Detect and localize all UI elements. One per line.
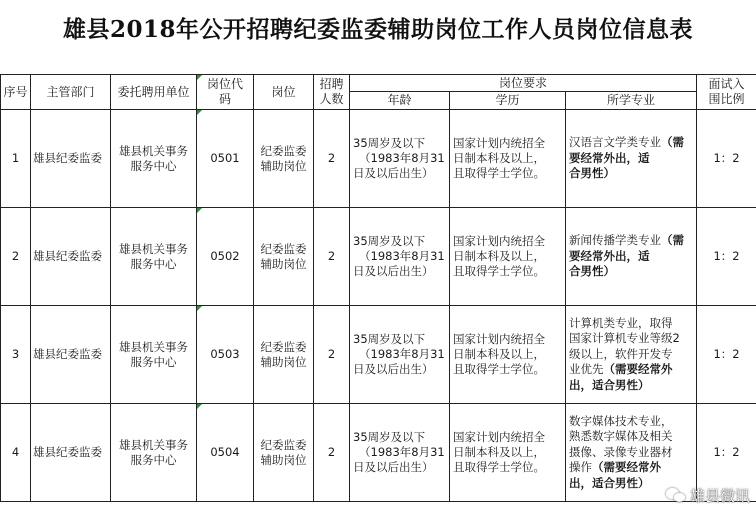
header-requirements: 岗位要求 bbox=[350, 75, 697, 92]
cell-dept: 雄县纪委监委 bbox=[31, 110, 111, 208]
cell-marker bbox=[197, 306, 202, 311]
major-line: 摄像、录像专业器材 bbox=[569, 444, 673, 459]
unit-line2: 服务中心 bbox=[130, 256, 177, 271]
cell-position bbox=[254, 306, 314, 404]
cell-count: 2 bbox=[314, 404, 350, 502]
watermark-text: 雄县微讯 bbox=[689, 486, 750, 505]
unit-line2: 服务中心 bbox=[130, 452, 177, 467]
major-note: （需要经常外出，适 bbox=[569, 233, 684, 263]
position-line2: 辅助岗位 bbox=[260, 354, 307, 369]
position-line2: 辅助岗位 bbox=[260, 158, 307, 173]
cell-education bbox=[450, 208, 566, 306]
major-line: 计算机类专业，取得 bbox=[569, 315, 673, 330]
header-count-line2: 人数 bbox=[319, 92, 344, 106]
position-line1: 纪委监委 bbox=[260, 339, 307, 354]
cell-dept: 雄县纪委监委 bbox=[31, 404, 111, 502]
unit-line1: 雄县机关事务 bbox=[119, 437, 188, 452]
cell-education bbox=[450, 306, 566, 404]
unit-line1: 雄县机关事务 bbox=[119, 339, 188, 354]
unit-line1: 雄县机关事务 bbox=[119, 241, 188, 256]
edu-line2: 日制本科及以上， bbox=[453, 347, 545, 361]
major-line: 业优先 bbox=[569, 362, 604, 377]
cell-dept: 雄县纪委监委 bbox=[31, 208, 111, 306]
major-note: 合男性） bbox=[569, 264, 615, 279]
age-line1: 35周岁及以下 bbox=[353, 430, 426, 444]
age-line1: 35周岁及以下 bbox=[353, 234, 426, 248]
cell-major bbox=[566, 110, 697, 208]
edu-line3: 且取得学士学位。 bbox=[453, 166, 545, 180]
cell-age bbox=[350, 306, 450, 404]
page-title: 雄县2018年公开招聘纪委监委辅助岗位工作人员岗位信息表 bbox=[62, 16, 693, 43]
code-value: 0504 bbox=[210, 445, 240, 459]
age-line3: 日及以后出生） bbox=[353, 166, 434, 180]
major-note: 合男性） bbox=[569, 166, 615, 181]
header-position: 岗位 bbox=[254, 75, 314, 110]
cell-count: 2 bbox=[314, 110, 350, 208]
cell-position bbox=[254, 404, 314, 502]
header-code bbox=[197, 75, 254, 110]
header-count-line1: 招聘 bbox=[319, 77, 344, 91]
cell-marker bbox=[197, 404, 202, 409]
cell-major bbox=[566, 306, 697, 404]
header-education: 学历 bbox=[450, 92, 566, 110]
cell-ratio: 1：2 bbox=[697, 404, 756, 502]
unit-line1: 雄县机关事务 bbox=[119, 143, 188, 158]
age-line3: 日及以后出生） bbox=[353, 264, 434, 278]
cell-seq: 1 bbox=[1, 110, 31, 208]
cell-age bbox=[350, 208, 450, 306]
edu-line1: 国家计划内统招全 bbox=[453, 430, 545, 444]
age-line3: 日及以后出生） bbox=[353, 460, 434, 474]
header-count bbox=[314, 75, 350, 110]
header-unit: 委托聘用单位 bbox=[111, 75, 197, 110]
cell-major bbox=[566, 208, 697, 306]
age-line1: 35周岁及以下 bbox=[353, 332, 426, 346]
major-line: 汉语言文学类专业 bbox=[569, 135, 661, 150]
unit-line2: 服务中心 bbox=[130, 354, 177, 369]
table-row bbox=[1, 404, 756, 502]
wechat-icon bbox=[666, 487, 686, 503]
cell-code bbox=[197, 110, 254, 208]
cell-dept: 雄县纪委监委 bbox=[31, 306, 111, 404]
cell-marker bbox=[197, 208, 202, 213]
table-row bbox=[1, 208, 756, 306]
unit-line2: 服务中心 bbox=[130, 158, 177, 173]
cell-unit bbox=[111, 404, 197, 502]
major-line: 操作 bbox=[569, 460, 592, 475]
header-age: 年龄 bbox=[350, 92, 450, 110]
cell-position bbox=[254, 110, 314, 208]
cell-unit bbox=[111, 306, 197, 404]
major-line: 熟悉数字媒体及相关 bbox=[569, 429, 673, 444]
cell-ratio: 1：2 bbox=[697, 110, 756, 208]
position-line2: 辅助岗位 bbox=[260, 256, 307, 271]
age-line3: 日及以后出生） bbox=[353, 362, 434, 376]
header-ratio bbox=[697, 75, 756, 110]
position-line1: 纪委监委 bbox=[260, 241, 307, 256]
code-value: 0502 bbox=[210, 249, 240, 263]
header-ratio-line1: 面试入 bbox=[708, 77, 745, 91]
header-major: 所学专业 bbox=[566, 92, 697, 110]
major-line: 级以上，软件开发专 bbox=[569, 346, 673, 361]
position-line1: 纪委监委 bbox=[260, 143, 307, 158]
cell-seq: 4 bbox=[1, 404, 31, 502]
position-info-table bbox=[0, 74, 756, 502]
header-ratio-line2: 围比例 bbox=[708, 92, 745, 106]
table-row bbox=[1, 110, 756, 208]
major-note: （需要经常外 bbox=[592, 460, 661, 475]
code-value: 0503 bbox=[210, 347, 240, 361]
edu-line3: 且取得学士学位。 bbox=[453, 460, 545, 474]
header-code-line2: 码 bbox=[218, 92, 231, 106]
cell-count: 2 bbox=[314, 306, 350, 404]
cell-education bbox=[450, 404, 566, 502]
cell-marker bbox=[197, 110, 202, 115]
major-line: 数字媒体技术专业， bbox=[569, 413, 673, 428]
cell-code bbox=[197, 306, 254, 404]
edu-line3: 且取得学士学位。 bbox=[453, 264, 545, 278]
major-line: 国家计算机专业等级2 bbox=[569, 331, 680, 346]
edu-line1: 国家计划内统招全 bbox=[453, 332, 545, 346]
cell-education bbox=[450, 110, 566, 208]
header-dept: 主管部门 bbox=[31, 75, 111, 110]
cell-code bbox=[197, 208, 254, 306]
code-value: 0501 bbox=[210, 151, 240, 165]
position-line1: 纪委监委 bbox=[260, 437, 307, 452]
cell-marker bbox=[197, 75, 202, 80]
cell-age bbox=[350, 404, 450, 502]
table-row bbox=[1, 306, 756, 404]
edu-line2: 日制本科及以上， bbox=[453, 249, 545, 263]
header-seq: 序号 bbox=[1, 75, 31, 110]
major-note: 出，适合男性） bbox=[569, 377, 650, 392]
major-note: 出，适合男性） bbox=[569, 475, 650, 490]
cell-count: 2 bbox=[314, 208, 350, 306]
edu-line3: 且取得学士学位。 bbox=[453, 362, 545, 376]
cell-ratio: 1：2 bbox=[697, 306, 756, 404]
age-line2: （1983年8月31 bbox=[359, 347, 445, 361]
age-line2: （1983年8月31 bbox=[359, 445, 445, 459]
age-line2: （1983年8月31 bbox=[359, 249, 445, 263]
cell-position bbox=[254, 208, 314, 306]
age-line2: （1983年8月31 bbox=[359, 151, 445, 165]
major-note: （需要经常外出，适 bbox=[569, 135, 684, 165]
position-line2: 辅助岗位 bbox=[260, 452, 307, 467]
age-line1: 35周岁及以下 bbox=[353, 136, 426, 150]
header-code-line1: 岗位代 bbox=[206, 77, 243, 91]
cell-ratio: 1：2 bbox=[697, 208, 756, 306]
cell-unit bbox=[111, 208, 197, 306]
major-note: （需要经常外 bbox=[603, 362, 673, 377]
cell-seq: 3 bbox=[1, 306, 31, 404]
edu-line2: 日制本科及以上， bbox=[453, 445, 545, 459]
edu-line2: 日制本科及以上， bbox=[453, 151, 545, 165]
major-line: 新闻传播学类专业 bbox=[569, 233, 661, 248]
watermark bbox=[666, 484, 750, 506]
cell-unit bbox=[111, 110, 197, 208]
cell-seq: 2 bbox=[1, 208, 31, 306]
cell-age bbox=[350, 110, 450, 208]
edu-line1: 国家计划内统招全 bbox=[453, 136, 545, 150]
cell-code bbox=[197, 404, 254, 502]
edu-line1: 国家计划内统招全 bbox=[453, 234, 545, 248]
